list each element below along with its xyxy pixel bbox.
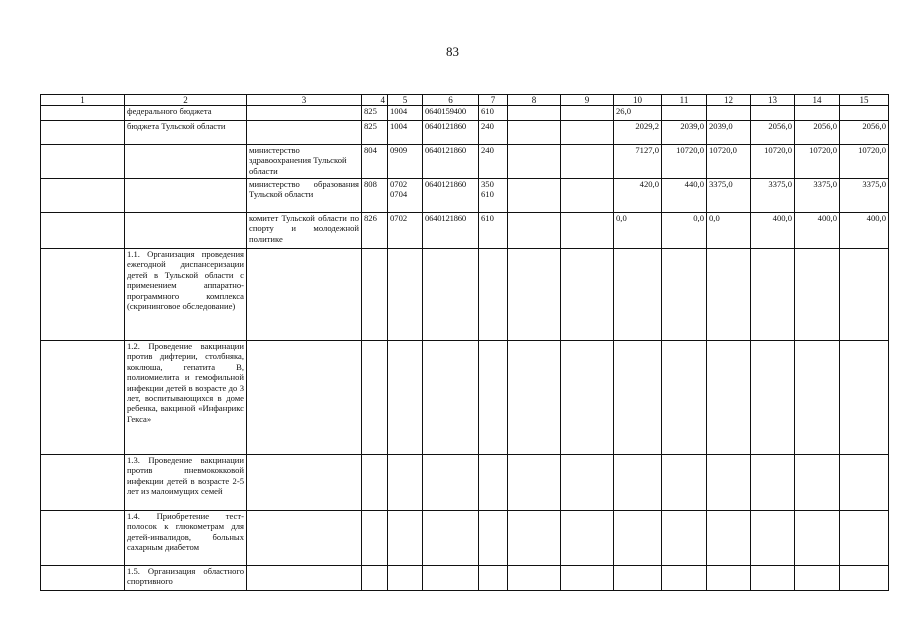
table-cell (707, 249, 751, 341)
table-cell: 610 (479, 213, 508, 249)
table-row (41, 455, 889, 511)
page-number: 83 (446, 44, 459, 59)
table-cell (614, 455, 662, 511)
value-cell: 7127,0 (614, 145, 662, 179)
table-cell (662, 249, 707, 341)
table-cell (561, 511, 614, 566)
table-cell (41, 341, 125, 455)
table-cell (614, 249, 662, 341)
table-cell (795, 511, 840, 566)
value-cell: 10720,0 (707, 145, 751, 179)
value-cell: 3375,0 (795, 179, 840, 213)
value-cell: 10720,0 (840, 145, 889, 179)
value-cell: 3375,0 (707, 179, 751, 213)
table-cell (508, 145, 561, 179)
table-row (41, 213, 889, 249)
table-cell (423, 249, 479, 341)
table-cell (751, 341, 795, 455)
table-cell (388, 511, 423, 566)
table-cell (561, 145, 614, 179)
table-row (41, 249, 889, 341)
table-cell (561, 213, 614, 249)
table-cell (840, 249, 889, 341)
table-cell (751, 455, 795, 511)
table-cell (840, 455, 889, 511)
table-cell: 0640121860 (423, 145, 479, 179)
table-cell (614, 511, 662, 566)
table-cell (479, 455, 508, 511)
value-cell: 2029,2 (614, 121, 662, 145)
table-cell (41, 145, 125, 179)
table-cell (561, 179, 614, 213)
table-cell: 0640121860 (423, 179, 479, 213)
source-cell (125, 179, 247, 213)
header-cell: 1 (41, 95, 125, 106)
header-cell: 6 (423, 95, 479, 106)
value-cell: 0,0 (614, 213, 662, 249)
table-cell (362, 455, 388, 511)
header-cell: 14 (795, 95, 840, 106)
table-cell (362, 511, 388, 566)
table-cell: 808 (362, 179, 388, 213)
table-cell: 1004 (388, 106, 423, 121)
value-cell: 400,0 (751, 213, 795, 249)
table-cell (247, 249, 362, 341)
table-cell (423, 455, 479, 511)
table-cell (508, 106, 561, 121)
table-cell (388, 249, 423, 341)
table-cell (41, 106, 125, 121)
table-cell (662, 511, 707, 566)
table-cell (707, 341, 751, 455)
value-cell: 2056,0 (751, 121, 795, 145)
table-cell (388, 341, 423, 455)
table-cell (662, 455, 707, 511)
table-cell (41, 566, 125, 591)
table-cell: 240 (479, 121, 508, 145)
table-row (41, 179, 889, 213)
activity-cell: 1.5. Организация областного спортивного (125, 566, 247, 591)
table-cell (561, 249, 614, 341)
table-cell (479, 341, 508, 455)
table-cell: 350 610 (479, 179, 508, 213)
table-cell: 826 (362, 213, 388, 249)
header-cell: 9 (561, 95, 614, 106)
table-cell (508, 249, 561, 341)
table-cell (41, 179, 125, 213)
source-cell: бюджета Тульской области (125, 121, 247, 145)
table-cell (479, 249, 508, 341)
header-cell: 4 (362, 95, 388, 106)
value-cell: 400,0 (840, 213, 889, 249)
value-cell: 10720,0 (751, 145, 795, 179)
table-cell (662, 341, 707, 455)
table-cell: 804 (362, 145, 388, 179)
table-cell (508, 511, 561, 566)
table-cell (479, 566, 508, 591)
table-cell (751, 249, 795, 341)
header-cell: 13 (751, 95, 795, 106)
table-row (41, 566, 889, 591)
value-cell (662, 106, 707, 121)
table-cell (840, 511, 889, 566)
table-cell (41, 249, 125, 341)
table-row (41, 341, 889, 455)
table-cell (508, 179, 561, 213)
table-cell (840, 566, 889, 591)
table-cell (707, 511, 751, 566)
value-cell: 2056,0 (795, 121, 840, 145)
table-cell (751, 511, 795, 566)
executor-cell: комитет Тульской области по спорту и молодежной политике (247, 213, 362, 249)
table-cell (795, 455, 840, 511)
value-cell: 440,0 (662, 179, 707, 213)
activity-cell: 1.4. Приобретение тест-полосок к глюкометрам для детей-инвалидов, больных сахарным диабетом (125, 511, 247, 566)
table-cell (388, 566, 423, 591)
table-cell (388, 455, 423, 511)
value-cell: 3375,0 (751, 179, 795, 213)
table-cell (41, 455, 125, 511)
table-cell (423, 566, 479, 591)
table-cell (508, 341, 561, 455)
header-cell: 2 (125, 95, 247, 106)
table-cell (707, 455, 751, 511)
table-cell (508, 455, 561, 511)
header-row (41, 95, 889, 106)
table-cell (795, 566, 840, 591)
header-cell: 12 (707, 95, 751, 106)
table-row (41, 145, 889, 179)
value-cell: 3375,0 (840, 179, 889, 213)
activity-cell: 1.1. Организация проведения ежегодной диспансеризации детей в Тульской области с применением аппаратно-программного комплекса (скрининговое обследование) (125, 249, 247, 341)
header-cell: 3 (247, 95, 362, 106)
table-cell (751, 566, 795, 591)
table-cell: 825 (362, 121, 388, 145)
value-cell: 0,0 (707, 213, 751, 249)
table-cell (614, 566, 662, 591)
table-cell (41, 121, 125, 145)
value-cell (751, 106, 795, 121)
table-cell (561, 121, 614, 145)
table-cell (508, 213, 561, 249)
table-row (41, 121, 889, 145)
table-cell: 0702 (388, 213, 423, 249)
executor-cell: министерство здравоохранения Тульской области (247, 145, 362, 179)
table-cell (614, 341, 662, 455)
table-cell: 240 (479, 145, 508, 179)
table-cell (362, 566, 388, 591)
table-row (41, 511, 889, 566)
table-cell: 0702 0704 (388, 179, 423, 213)
table-cell (479, 511, 508, 566)
header-cell: 7 (479, 95, 508, 106)
header-cell: 5 (388, 95, 423, 106)
value-cell: 2056,0 (840, 121, 889, 145)
source-cell (125, 145, 247, 179)
value-cell: 10720,0 (795, 145, 840, 179)
table-cell (840, 341, 889, 455)
table-cell (423, 511, 479, 566)
value-cell: 0,0 (662, 213, 707, 249)
executor-cell (247, 121, 362, 145)
table-cell (561, 566, 614, 591)
table-cell (795, 249, 840, 341)
table-cell (41, 213, 125, 249)
activity-cell: 1.2. Проведение вакцинации против дифтерии, столбняка, коклюша, гепатита В, полиомиелита и гемофильной инфекции детей в возрасте до 3 лет, воспитывающихся в доме ребенка, вакциной «Инфанрикс Гекса» (125, 341, 247, 455)
table-row (41, 106, 889, 121)
table-cell (247, 566, 362, 591)
value-cell: 2039,0 (707, 121, 751, 145)
value-cell: 420,0 (614, 179, 662, 213)
table-cell: 825 (362, 106, 388, 121)
table-cell (561, 106, 614, 121)
value-cell (707, 106, 751, 121)
budget-table (40, 94, 889, 591)
table-cell (362, 249, 388, 341)
table-cell (423, 341, 479, 455)
header-cell: 11 (662, 95, 707, 106)
table-cell (662, 566, 707, 591)
table-cell (561, 341, 614, 455)
header-cell: 15 (840, 95, 889, 106)
value-cell (795, 106, 840, 121)
source-cell (125, 213, 247, 249)
table-cell (508, 566, 561, 591)
table-cell (362, 341, 388, 455)
value-cell: 400,0 (795, 213, 840, 249)
table-cell (41, 511, 125, 566)
table-cell: 0909 (388, 145, 423, 179)
header-cell: 10 (614, 95, 662, 106)
executor-cell: министерство образования Тульской области (247, 179, 362, 213)
value-cell (840, 106, 889, 121)
table-cell (561, 455, 614, 511)
table-cell (247, 455, 362, 511)
table-cell (707, 566, 751, 591)
table-cell (795, 341, 840, 455)
table-cell: 610 (479, 106, 508, 121)
table-cell: 0640121860 (423, 213, 479, 249)
executor-cell (247, 106, 362, 121)
table-cell: 0640159400 (423, 106, 479, 121)
table-cell (508, 121, 561, 145)
value-cell: 2039,0 (662, 121, 707, 145)
activity-cell: 1.3. Проведение вакцинации против пневмококковой инфекции детей в возрасте 2-5 лет из малоимущих семей (125, 455, 247, 511)
source-cell: федерального бюджета (125, 106, 247, 121)
header-cell: 8 (508, 95, 561, 106)
value-cell: 10720,0 (662, 145, 707, 179)
table-cell: 0640121860 (423, 121, 479, 145)
table-cell (247, 511, 362, 566)
table-cell: 1004 (388, 121, 423, 145)
value-cell: 26,0 (614, 106, 662, 121)
table-cell (247, 341, 362, 455)
